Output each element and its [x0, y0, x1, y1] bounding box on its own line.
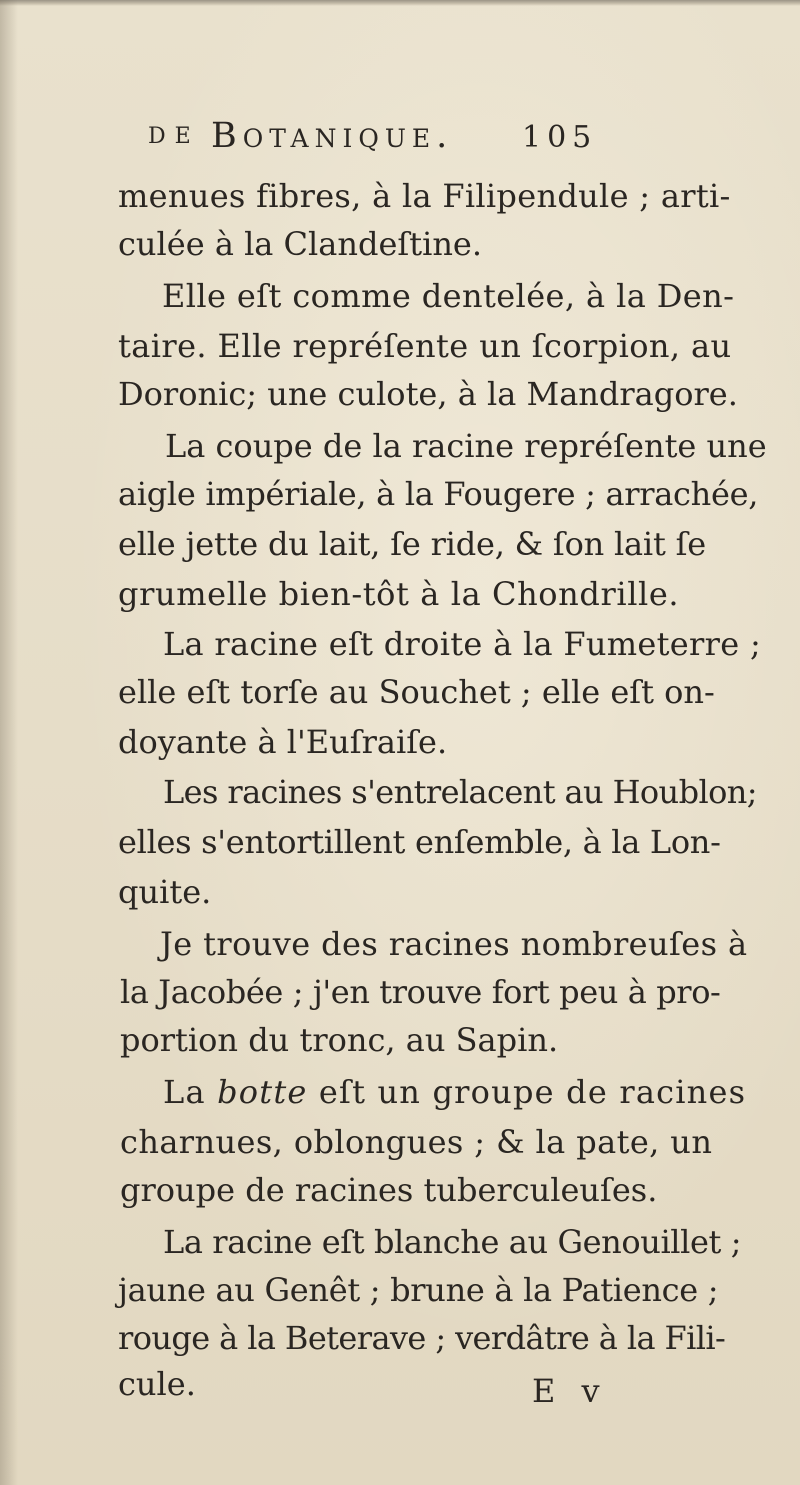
- text-line: charnues, oblongues ; & la pate, un: [120, 1123, 713, 1161]
- text-line: doyante à l'Euſraiſe.: [118, 723, 448, 761]
- text-line: aigle impériale, à la Fougere ; arrachée,: [118, 475, 759, 513]
- text-line: portion du tronc, au Sapin.: [120, 1021, 559, 1059]
- text-line: La racine eſt blanche au Genouillet ;: [163, 1223, 742, 1261]
- text-line: culée à la Clandeſtine.: [118, 225, 483, 263]
- header-title: Botanique.: [211, 116, 454, 156]
- header-de: DE: [148, 124, 200, 149]
- text-line: grumelle bien-tôt à la Chondrille.: [118, 575, 680, 613]
- page-number: 105: [522, 120, 598, 155]
- signature-mark: E v: [532, 1372, 608, 1410]
- text-line: elle jette du lait, ſe ride, & ſon lait ſe: [118, 525, 706, 563]
- text-line: elle eſt torſe au Souchet ; elle eſt on-: [118, 673, 715, 711]
- text-line: elles s'entortillent enſemble, à la Lon-: [118, 823, 721, 861]
- text-fragment: eſt un groupe de racines: [307, 1073, 747, 1111]
- text-fragment: La: [163, 1073, 218, 1111]
- text-line: quite.: [118, 873, 212, 911]
- text-line: jaune au Genêt ; brune à la Patience ;: [118, 1271, 719, 1309]
- italic-term-botte: botte: [217, 1073, 308, 1111]
- text-line: La coupe de la racine repréſente une: [165, 427, 767, 465]
- text-line: menues fibres, à la Filipendule ; arti-: [118, 177, 731, 215]
- text-line: La racine eſt droite à la Fumeterre ;: [163, 625, 762, 663]
- text-line: groupe de racines tuberculeuſes.: [120, 1171, 658, 1209]
- text-line: Elle eſt comme dentelée, à la Den-: [162, 277, 735, 315]
- text-line: la Jacobée ; j'en trouve fort peu à pro-: [120, 973, 721, 1011]
- text-line: taire. Elle repréſente un ſcorpion, au: [118, 327, 732, 365]
- text-line: Les racines s'entrelacent au Houblon;: [163, 773, 757, 811]
- text-line-botte: [163, 1072, 746, 1116]
- text-line: Je trouve des racines nombreuſes à: [160, 925, 748, 963]
- text-line: Doronic; une culote, à la Mandragore.: [118, 375, 738, 413]
- text-line: rouge à la Beterave ; verdâtre à la Fili-: [118, 1319, 726, 1357]
- text-line: cule.: [118, 1365, 196, 1403]
